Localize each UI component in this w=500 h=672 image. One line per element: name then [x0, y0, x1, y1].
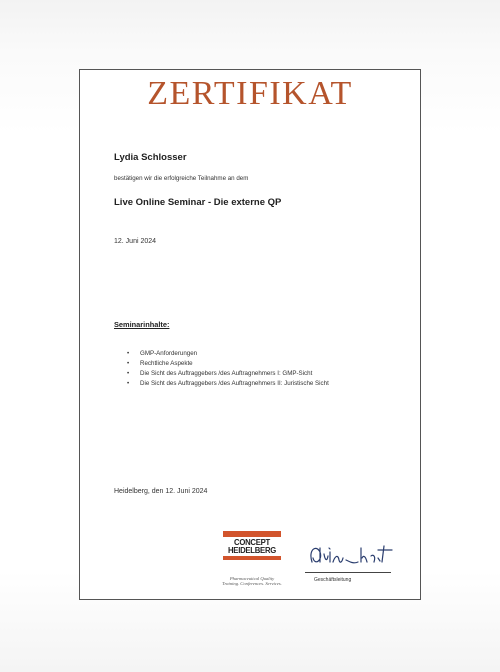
logo-line-1: CONCEPT [234, 537, 270, 547]
logo-bar-bottom [223, 556, 281, 560]
bullet-icon: • [127, 359, 130, 367]
list-item: • Die Sicht des Auftraggebers /des Auftragnehmers I: GMP-Sicht [127, 369, 313, 377]
logo-tagline-2: Training. Conferences. Services. [222, 581, 282, 587]
concept-heidelberg-logo [223, 531, 281, 560]
bullet-icon: • [127, 369, 130, 377]
signature-line [305, 572, 391, 573]
list-item: • Die Sicht des Auftraggebers /des Auftragnehmers II: Juristische Sicht [127, 379, 329, 387]
logo-line-2: HEIDELBERG [227, 545, 277, 555]
content-heading: Seminarinhalte: [114, 320, 170, 329]
logo-tagline [208, 576, 296, 587]
seminar-date: 12. Juni 2024 [114, 238, 157, 245]
certificate-frame [79, 69, 421, 600]
confirmation-text: bestätigen wir die erfolgreiche Teilnahme an dem [114, 175, 249, 182]
logo-tagline-1: Pharmaceutical Quality [229, 576, 275, 581]
seminar-title: Live Online Seminar - Die externe QP [114, 197, 282, 208]
list-item: • GMP-Anforderungen [127, 350, 198, 357]
bullet-icon: • [127, 379, 130, 387]
signature-icon [306, 540, 396, 572]
list-item: • Rechtliche Aspekte [127, 359, 193, 367]
bullet-icon: • [127, 350, 130, 357]
certificate-title: ZERTIFIKAT [147, 75, 353, 112]
signer-role: Geschäftsleitung [314, 577, 352, 583]
recipient-name: Lydia Schlosser [114, 152, 187, 163]
topic-list [127, 349, 329, 389]
place-and-date: Heidelberg, den 12. Juni 2024 [114, 488, 208, 495]
